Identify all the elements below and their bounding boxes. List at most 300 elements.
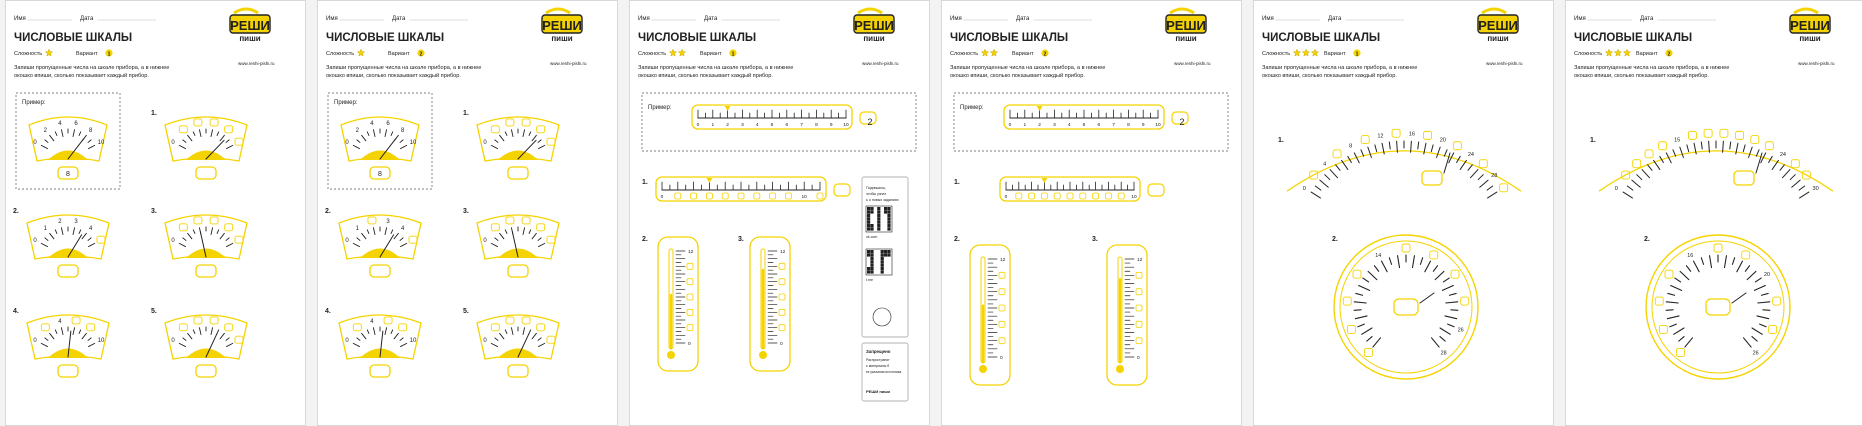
gauge-tick — [400, 145, 406, 148]
ruler-number-box — [738, 193, 744, 199]
gauge-tick — [193, 330, 195, 334]
worksheet-page-5 — [1253, 0, 1554, 426]
difficulty-star-icon — [1605, 49, 1612, 56]
ruler-tick-label: 2 — [726, 123, 729, 128]
gauge-number-box — [225, 126, 233, 133]
variant-label: Вариант — [388, 51, 410, 57]
gauge-tick — [41, 243, 47, 246]
gauge-tick — [179, 145, 185, 148]
gauge-answer-box — [196, 365, 216, 377]
instruction-line-2: окошко впиши, сколько показывает каждый прибор. — [1262, 73, 1397, 79]
gauge-tick — [391, 230, 393, 234]
ruler-number-box — [785, 193, 791, 199]
gauge-tick-label: 8 — [401, 127, 405, 134]
logo-text: РЕШИ — [854, 18, 894, 33]
gauge-tick — [82, 233, 86, 239]
task-number: 1. — [151, 110, 157, 117]
gauge-tick — [523, 228, 525, 235]
ruler-number-box — [754, 193, 760, 199]
arc-number-box — [1453, 142, 1461, 150]
example-gauge — [29, 117, 107, 179]
gauge-tick — [217, 330, 219, 334]
dial-number-box — [1773, 297, 1781, 305]
dial-tick — [1425, 261, 1431, 272]
dial-tick — [1374, 266, 1378, 272]
instruction-line-1: Запиши пропущенные числа на шкале прибора, а в нижнее — [326, 65, 482, 71]
gauge-tick — [55, 330, 57, 334]
difficulty-label: Сложность — [638, 51, 667, 57]
gauge-tick-label: 0 — [33, 238, 37, 245]
difficulty-star-icon — [357, 49, 364, 56]
qr-module — [877, 217, 880, 220]
logo-sun-icon — [234, 9, 258, 13]
qr-module — [881, 264, 884, 267]
gauge-tick-label: 2 — [43, 127, 47, 134]
qr-module — [867, 250, 870, 253]
difficulty-label: Сложность — [14, 51, 43, 57]
gauge-tick — [400, 238, 403, 241]
gauge-answer-box — [58, 365, 78, 377]
task-gauge — [165, 215, 247, 277]
gauge-tick — [500, 135, 504, 141]
dial-tick — [1752, 328, 1762, 334]
gauge-tick — [400, 338, 403, 341]
ruler-number-box — [1029, 193, 1035, 199]
example-frame — [954, 93, 1228, 151]
arc-tick — [1480, 180, 1488, 187]
dial-tick — [1445, 316, 1457, 319]
task-number: 3. — [738, 236, 744, 243]
thermometer-frame — [1107, 245, 1147, 385]
page-title: ЧИСЛОВЫЕ ШКАЛЫ — [1262, 32, 1381, 44]
gauge-tick — [511, 130, 513, 137]
ruler-tick-label: 7 — [800, 123, 803, 128]
logo — [542, 9, 582, 43]
dial-tick — [1359, 285, 1370, 290]
gauge-tick — [529, 330, 531, 334]
gauge-tick — [226, 140, 229, 143]
arc-tick-label: 0 — [1302, 185, 1306, 192]
gauge-tick — [400, 243, 406, 246]
gauge-number-box — [87, 324, 95, 331]
qr-module — [887, 214, 890, 217]
qr-module — [877, 221, 880, 224]
task-number: 1. — [642, 179, 648, 186]
task-gauge — [339, 215, 421, 277]
gauge-tick — [357, 338, 360, 341]
task-number: 2. — [642, 236, 648, 243]
thermometer-number-box — [687, 309, 693, 315]
qr-module — [887, 224, 890, 227]
gauge-tick — [45, 238, 48, 241]
dial-tick — [1680, 271, 1689, 279]
gauge-tick — [179, 243, 185, 246]
dial-tick — [1754, 285, 1765, 290]
qr-module — [867, 224, 870, 227]
thermometer-number-box — [1136, 305, 1142, 311]
name-label: Имя — [14, 16, 26, 22]
dial-number-box — [1461, 297, 1469, 305]
qr-module — [870, 224, 873, 227]
example-label: Пример: — [648, 105, 672, 111]
dial-tick — [1435, 271, 1444, 279]
gauge-tick — [362, 135, 366, 141]
gauge-tick — [500, 233, 504, 239]
arc-tick — [1361, 150, 1364, 156]
worksheet-page-4 — [941, 0, 1242, 426]
arc-tick — [1444, 150, 1447, 156]
gauge-answer-box — [508, 365, 528, 377]
dial-tick — [1757, 316, 1769, 319]
arc-number-box — [1659, 142, 1667, 150]
difficulty-star-icon — [1311, 49, 1318, 56]
dial-tick — [1675, 278, 1681, 282]
arc-tick — [1783, 170, 1790, 178]
arc-tick — [1680, 147, 1684, 157]
task-number: 5. — [151, 308, 157, 315]
task-number: 2. — [954, 236, 960, 243]
qr-module — [870, 253, 873, 256]
qr-module — [887, 221, 890, 224]
qr-module — [867, 270, 870, 273]
arc-tick — [1743, 145, 1745, 152]
thermometer-number-box — [1136, 338, 1142, 344]
qr-module — [867, 207, 870, 210]
gauge-tick — [199, 328, 201, 335]
arc-number-box — [1361, 136, 1369, 144]
thermometer-tick-label: 0 — [688, 342, 691, 347]
worksheet-page-3 — [629, 0, 930, 426]
gauge-tick-label: 10 — [97, 338, 105, 345]
arc-tick-label: 15 — [1674, 137, 1681, 144]
arc-tick-label: 0 — [1614, 185, 1618, 192]
qr-module — [887, 210, 890, 213]
gauge-tick — [217, 132, 219, 136]
page-title: ЧИСЛОВЫЕ ШКАЛЫ — [638, 32, 757, 44]
gauge-tick — [495, 238, 498, 241]
thermometer-number-box — [779, 263, 785, 269]
qr-module — [867, 227, 870, 230]
qr-module — [870, 260, 873, 263]
arc-tick — [1756, 150, 1759, 156]
ruler-number-box — [722, 193, 728, 199]
gauge-tick — [193, 230, 195, 234]
gauge-tick-label: 0 — [483, 238, 487, 245]
gauge-tick-label: 2 — [58, 218, 62, 225]
task-number: 3. — [151, 208, 157, 215]
qr-link: t.me — [866, 278, 873, 282]
thermometer-bulb — [667, 351, 675, 359]
gauge-tick — [505, 132, 507, 136]
gauge-tick — [505, 330, 507, 334]
gauge-tick-label: 2 — [355, 127, 359, 134]
arc-number-box — [1645, 150, 1653, 158]
instruction-line-2: окошко впиши, сколько показывает каждый прибор. — [14, 73, 149, 79]
gauge-number-box — [537, 324, 545, 331]
thermometer-fill — [1119, 278, 1121, 363]
thermometer-number-box — [999, 338, 1005, 344]
gauge-tick — [82, 333, 86, 339]
arc-tick — [1375, 145, 1377, 152]
thermometer-number-box — [999, 321, 1005, 327]
dial-tick — [1725, 256, 1727, 268]
qr-module — [881, 257, 884, 260]
thermometer-bulb — [759, 351, 767, 359]
gauge-tick — [367, 230, 369, 234]
dial-tick — [1752, 337, 1757, 342]
difficulty-star-icon — [981, 49, 988, 56]
ruler-tick-label: 3 — [741, 123, 744, 128]
gauge-tick — [88, 140, 91, 143]
dial-tick — [1685, 338, 1693, 347]
qr-module — [870, 250, 873, 253]
gauge-tick-label: 6 — [74, 120, 78, 127]
thermometer-tick-label: 0 — [1000, 356, 1003, 361]
qr-module — [870, 257, 873, 260]
example-ruler — [1004, 105, 1188, 129]
gauge-number-box — [399, 324, 407, 331]
ruler-tick-label: 10 — [801, 195, 807, 200]
ruler-tick-label: 5 — [770, 123, 774, 128]
gauge-tick — [188, 333, 192, 339]
gauge-tick — [88, 243, 94, 246]
gauge-tick — [79, 132, 81, 136]
ruler-number-box — [1067, 193, 1073, 199]
ruler-tick-label: 1 — [711, 123, 715, 128]
name-label: Имя — [1262, 16, 1274, 22]
gauge-number-box — [97, 236, 105, 243]
gauge-tick — [505, 230, 507, 234]
gauge-tick — [211, 228, 213, 235]
arc-tick — [1730, 142, 1731, 149]
task-thermometer — [970, 245, 1010, 385]
gauge-tick — [183, 140, 186, 143]
gauge-number-box — [547, 138, 555, 145]
gauge-tick — [88, 338, 91, 341]
qr-module — [877, 214, 880, 217]
gauge-number-box — [522, 119, 530, 126]
thermometer-number-box — [1136, 289, 1142, 295]
gauge-tick-label: 1 — [355, 225, 359, 232]
gauge-tick-label: 10 — [409, 140, 417, 147]
ruler-number-box — [1093, 193, 1099, 199]
variant-label: Вариант — [700, 51, 722, 57]
logo-sun-icon — [1170, 9, 1194, 13]
dial-tick — [1367, 337, 1372, 342]
arc-answer-box — [1734, 171, 1754, 185]
dial-tick — [1732, 258, 1734, 265]
arc-tick-label: 4 — [1323, 161, 1327, 168]
dial-tick — [1686, 266, 1690, 272]
arc-tick — [1471, 170, 1478, 178]
qr-module — [867, 214, 870, 217]
gauge-tick — [353, 145, 359, 148]
instruction-line-1: Запиши пропущенные числа на шкале прибора, а в нижнее — [1574, 65, 1730, 71]
gauge-tick — [491, 343, 497, 346]
difficulty-star-icon — [1293, 49, 1300, 56]
ruler-tick-label: 4 — [1067, 123, 1071, 128]
gauge-number-box — [194, 119, 202, 126]
qr-module — [887, 217, 890, 220]
thermometer-frame — [658, 237, 698, 371]
gauge-tick — [61, 228, 63, 235]
gauge-tick-label: 0 — [33, 140, 37, 147]
dial-needle — [1732, 293, 1746, 303]
dial-tick — [1670, 324, 1676, 327]
dial-tick — [1760, 324, 1766, 327]
worksheet-canvas — [6, 1, 306, 426]
difficulty-label: Сложность — [326, 51, 355, 57]
ruler-tick-label: 9 — [829, 123, 833, 128]
arc-tick — [1488, 192, 1497, 198]
arc-tick — [1749, 147, 1753, 157]
gauge-tick — [367, 132, 369, 136]
qr-card — [862, 177, 908, 337]
arc-tick — [1792, 180, 1800, 187]
gauge-tick — [394, 233, 398, 239]
dial-tick — [1413, 256, 1415, 268]
task-number: 4. — [13, 308, 19, 315]
thermometer-tick-label: 12 — [1000, 258, 1006, 263]
gauge-tick — [73, 328, 75, 335]
gauge-number-box — [235, 138, 243, 145]
ruler-tick-label: 0 — [1004, 195, 1008, 200]
gauge-tick — [373, 328, 375, 335]
ruler-tick-label: 6 — [785, 123, 789, 128]
dial-tick-label: 28 — [1440, 350, 1447, 357]
gauge-number-box — [491, 224, 499, 231]
qr-caption: ь о новых заданиях — [866, 198, 899, 202]
gauge-tick — [220, 333, 224, 339]
gauge-number-box — [41, 324, 49, 331]
ruler-number-box — [1041, 193, 1047, 199]
logo-subtext: пиши — [1799, 34, 1821, 43]
task-thermometer — [1107, 245, 1147, 385]
dial-tick — [1373, 338, 1381, 347]
gauge-number-box — [210, 119, 218, 126]
gauge-tick — [538, 343, 544, 346]
gauge-tick — [495, 338, 498, 341]
site-url: www.reshi-pishi.ru — [1486, 61, 1523, 66]
gauge-number-box — [491, 324, 499, 331]
site-url: www.reshi-pishi.ru — [1798, 61, 1835, 66]
date-label: Дата — [1640, 16, 1654, 22]
gauge-number-box — [235, 236, 243, 243]
gauge-tick — [61, 130, 63, 137]
qr-module — [867, 217, 870, 220]
arc-number-box — [1333, 150, 1341, 158]
dial-answer-box — [1394, 299, 1418, 315]
dial-tick — [1440, 337, 1445, 342]
gauge-tick-label: 4 — [58, 318, 62, 325]
qr-module — [884, 253, 887, 256]
dial-tick — [1440, 328, 1450, 334]
dial-tick — [1694, 261, 1700, 272]
page-title: ЧИСЛОВЫЕ ШКАЛЫ — [326, 32, 445, 44]
page-title: ЧИСЛОВЫЕ ШКАЛЫ — [14, 32, 133, 44]
gauge-tick — [523, 328, 525, 335]
gauge-tick-label: 10 — [409, 338, 417, 345]
gauge-tick-label: 0 — [345, 338, 349, 345]
date-label: Дата — [704, 16, 718, 22]
gauge-number-box — [225, 324, 233, 331]
qr-link: vk.com — [866, 235, 878, 239]
arc-number-box — [1720, 129, 1728, 137]
gauge-tick — [523, 130, 525, 137]
dial-tick — [1679, 337, 1684, 342]
example-label: Пример: — [22, 100, 46, 106]
dial-tick — [1363, 278, 1369, 282]
qr-module — [881, 250, 884, 253]
gauge-number-box — [179, 324, 187, 331]
arc-tick — [1336, 165, 1340, 170]
qr-module — [877, 210, 880, 213]
ruler-number-box — [770, 193, 776, 199]
gauge-tick — [226, 338, 229, 341]
arc-tick-label: 24 — [1467, 151, 1475, 158]
ruler-pointer-icon — [725, 106, 731, 111]
thermometer-frame — [750, 237, 790, 371]
arc-number-box — [1392, 129, 1400, 137]
ruler-tick-label: 3 — [1053, 123, 1056, 128]
gauge-tick — [41, 343, 47, 346]
arc-tick — [1790, 175, 1795, 180]
dial-tick — [1758, 302, 1770, 303]
dial-tick — [1667, 316, 1679, 319]
note-text: Распространят — [866, 358, 890, 362]
gauge-tick — [491, 145, 497, 148]
logo-sun-icon — [858, 9, 882, 13]
ruler-tick-label: 10 — [1155, 123, 1161, 128]
logo-sun-icon — [546, 9, 570, 13]
gauge-answer-box — [508, 167, 528, 179]
dial-tick — [1449, 293, 1456, 295]
site-url: www.reshi-pishi.ru — [862, 61, 899, 66]
worksheet-page-2 — [317, 0, 618, 426]
thermometer-number-box — [687, 263, 693, 269]
arc-tick-label: 16 — [1408, 131, 1416, 138]
arc-tick — [1637, 175, 1642, 180]
task-gauge — [339, 315, 421, 377]
ruler-number-box — [675, 193, 681, 199]
instruction-line-2: окошко впиши, сколько показывает каждый прибор. — [326, 73, 461, 79]
ruler-tick-label: 8 — [815, 123, 818, 128]
gauge-tick — [79, 230, 81, 234]
thermometer-number-box — [1136, 272, 1142, 278]
worksheet-page-6 — [1565, 0, 1862, 426]
dial-number-box — [1430, 251, 1438, 259]
task-number: 2. — [325, 208, 331, 215]
example-frame — [642, 93, 916, 151]
thermometer-number-box — [999, 305, 1005, 311]
arc-tick — [1325, 175, 1330, 180]
gauge-tick — [532, 333, 536, 339]
dial-tick — [1737, 261, 1743, 272]
task-number: 1. — [1278, 137, 1284, 144]
gauge-number-box — [384, 317, 392, 324]
dial-tick — [1446, 302, 1458, 303]
gauge-tick — [357, 140, 360, 143]
gauge-answer-box — [58, 265, 78, 277]
gauge-tick — [357, 238, 360, 241]
gauge-tick — [529, 132, 531, 136]
ruler-tick-label: 8 — [1127, 123, 1130, 128]
gauge-tick — [226, 145, 232, 148]
variant-label: Вариант — [76, 51, 98, 57]
gauge-tick — [79, 330, 81, 334]
logo — [230, 9, 270, 43]
arc-base — [1599, 151, 1833, 191]
